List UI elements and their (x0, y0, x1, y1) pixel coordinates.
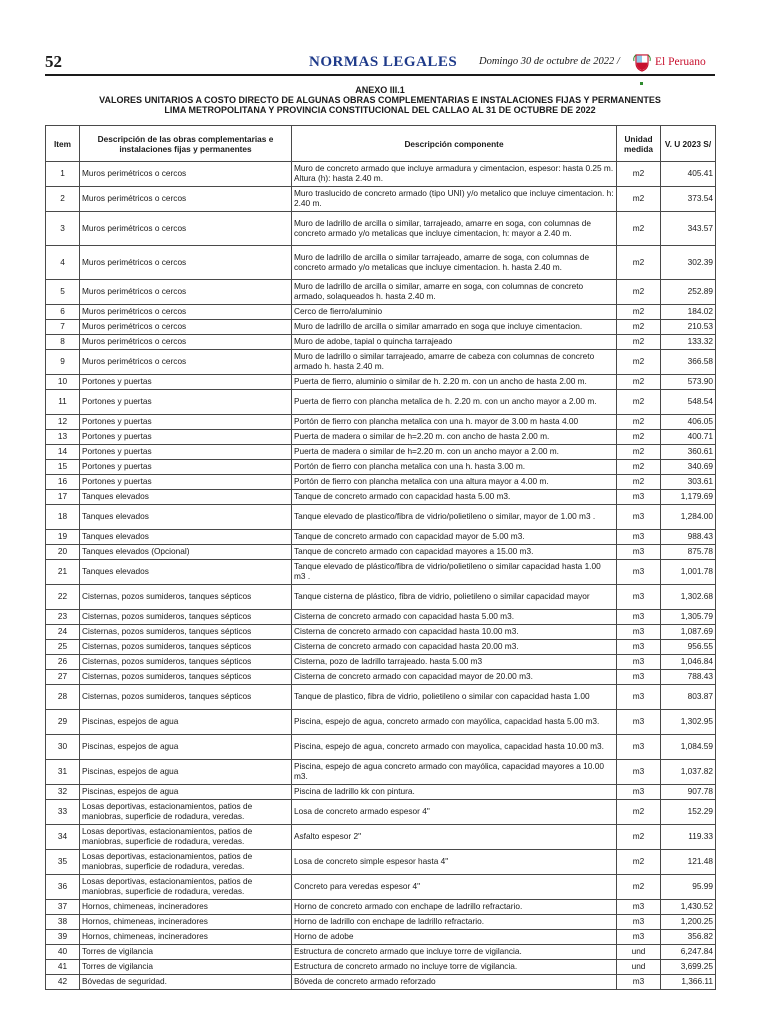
annex-subtitle-1: VALORES UNITARIOS A COSTO DIRECTO DE ALGUNAS OBRAS COMPLEMENTARIAS E INSTALACIONES FIJAS Y PERMANENTES (99, 95, 661, 106)
table-row (46, 850, 716, 875)
cell-item: 27 (46, 670, 80, 685)
cell-item: 1 (46, 162, 80, 187)
table-row (46, 655, 716, 670)
table-body (46, 162, 716, 990)
cell-value: 875.78 (661, 545, 716, 560)
cell-unit: m2 (617, 800, 661, 825)
cell-work: Tanques elevados (Opcional) (80, 545, 292, 560)
cell-work: Tanques elevados (80, 530, 292, 545)
cell-value: 1,302.68 (661, 585, 716, 610)
cell-work: Muros perimétricos o cercos (80, 187, 292, 212)
cell-unit: m3 (617, 505, 661, 530)
cell-unit: m2 (617, 350, 661, 375)
cell-unit: m2 (617, 212, 661, 246)
cell-value: 1,305.79 (661, 610, 716, 625)
cell-description: Piscina, espejo de agua, concreto armado con mayolica, capacidad hasta 10.00 m3. (292, 735, 617, 760)
cell-unit: m2 (617, 875, 661, 900)
cell-work: Muros perimétricos o cercos (80, 246, 292, 280)
cell-description: Tanque cisterna de plástico, fibra de vidrio, polietileno o similar capacidad mayor (292, 585, 617, 610)
cell-description: Tanque de concreto armado con capacidad mayores a 15.00 m3. (292, 545, 617, 560)
cell-item: 15 (46, 460, 80, 475)
cell-work: Portones y puertas (80, 390, 292, 415)
cell-item: 3 (46, 212, 80, 246)
table-row (46, 490, 716, 505)
cell-description: Horno de concreto armado con enchape de ladrillo refractario. (292, 900, 617, 915)
coat-of-arms-icon (633, 52, 651, 72)
cell-value: 133.32 (661, 335, 716, 350)
table-row (46, 187, 716, 212)
cell-work: Torres de vigilancia (80, 960, 292, 975)
table-row (46, 915, 716, 930)
cell-unit: m2 (617, 162, 661, 187)
cell-item: 32 (46, 785, 80, 800)
cell-description: Tanque de plastico, fibra de vidrio, polietileno o similar con capacidad hasta 1.00 (292, 685, 617, 710)
cell-item: 6 (46, 305, 80, 320)
cell-item: 28 (46, 685, 80, 710)
cell-item: 26 (46, 655, 80, 670)
cell-description: Muro de concreto armado que incluye armadura y cimentacion, espesor: hasta 0.25 m. Altura (h): hasta 2.40 m. (292, 162, 617, 187)
cell-value: 573.90 (661, 375, 716, 390)
cell-unit: m3 (617, 560, 661, 585)
col-header-value: V. U 2023 S/ (661, 126, 716, 162)
cell-item: 12 (46, 415, 80, 430)
cell-item: 35 (46, 850, 80, 875)
table-row (46, 375, 716, 390)
cell-description: Piscina, espejo de agua concreto armado con mayólica, capacidad mayores a 10.00 m3. (292, 760, 617, 785)
annex-title: ANEXO III.1 (355, 85, 405, 95)
cell-item: 2 (46, 187, 80, 212)
cell-value: 1,179.69 (661, 490, 716, 505)
cell-work: Cisternas, pozos sumideros, tanques sépticos (80, 610, 292, 625)
cell-item: 34 (46, 825, 80, 850)
table-row (46, 280, 716, 305)
table-row (46, 445, 716, 460)
cell-value: 356.82 (661, 930, 716, 945)
unit-values-table (45, 125, 716, 990)
table-row (46, 640, 716, 655)
cell-work: Muros perimétricos o cercos (80, 305, 292, 320)
cell-work: Cisternas, pozos sumideros, tanques sépticos (80, 625, 292, 640)
cell-work: Piscinas, espejos de agua (80, 785, 292, 800)
table-row (46, 460, 716, 475)
table-row (46, 545, 716, 560)
cell-unit: m2 (617, 445, 661, 460)
col-header-works: Descripción de las obras complementarias e instalaciones fijas y permanentes (80, 126, 292, 162)
cell-description: Tanque de concreto armado con capacidad hasta 5.00 m3. (292, 490, 617, 505)
cell-item: 9 (46, 350, 80, 375)
cell-item: 25 (46, 640, 80, 655)
brand-name: El Peruano (655, 56, 706, 68)
cell-unit: m3 (617, 685, 661, 710)
cell-description: Horno de ladrillo con enchape de ladrillo refractario. (292, 915, 617, 930)
cell-value: 343.57 (661, 212, 716, 246)
cell-work: Piscinas, espejos de agua (80, 735, 292, 760)
table-row (46, 930, 716, 945)
cell-unit: m2 (617, 390, 661, 415)
cell-unit: m2 (617, 280, 661, 305)
cell-value: 303.61 (661, 475, 716, 490)
cell-work: Portones y puertas (80, 415, 292, 430)
cell-work: Cisternas, pozos sumideros, tanques sépticos (80, 655, 292, 670)
table-row (46, 305, 716, 320)
cell-description: Asfalto espesor 2" (292, 825, 617, 850)
cell-unit: m2 (617, 825, 661, 850)
cell-description: Horno de adobe (292, 930, 617, 945)
cell-work: Losas deportivas, estacionamientos, patios de maniobras, superficie de rodadura, veredas. (80, 875, 292, 900)
table-row (46, 390, 716, 415)
cell-work: Portones y puertas (80, 460, 292, 475)
cell-unit: m2 (617, 475, 661, 490)
cell-value: 302.39 (661, 246, 716, 280)
cell-work: Losas deportivas, estacionamientos, patios de maniobras, superficie de rodadura, veredas. (80, 825, 292, 850)
cell-unit: m2 (617, 305, 661, 320)
cell-item: 19 (46, 530, 80, 545)
cell-value: 956.55 (661, 640, 716, 655)
cell-unit: m3 (617, 900, 661, 915)
cell-value: 1,366.11 (661, 975, 716, 990)
cell-item: 10 (46, 375, 80, 390)
cell-value: 803.87 (661, 685, 716, 710)
cell-item: 7 (46, 320, 80, 335)
cell-work: Cisternas, pozos sumideros, tanques sépticos (80, 585, 292, 610)
cell-description: Cisterna de concreto armado con capacidad mayor de 20.00 m3. (292, 670, 617, 685)
masthead (45, 50, 715, 76)
cell-unit: m3 (617, 760, 661, 785)
cell-description: Cisterna, pozo de ladrillo tarrajeado. hasta 5.00 m3 (292, 655, 617, 670)
cell-value: 1,200.25 (661, 915, 716, 930)
cell-value: 1,037.82 (661, 760, 716, 785)
cell-value: 210.53 (661, 320, 716, 335)
cell-item: 22 (46, 585, 80, 610)
cell-description: Muro de ladrillo de arcilla o similar, tarrajeado, amarre en soga, con columnas de concreto armado y/o metalicas que incluye cimentacion, h: mayor a 2.40 m. (292, 212, 617, 246)
cell-work: Portones y puertas (80, 375, 292, 390)
cell-item: 38 (46, 915, 80, 930)
cell-item: 41 (46, 960, 80, 975)
table-row (46, 610, 716, 625)
cell-work: Losas deportivas, estacionamientos, patios de maniobras, superficie de rodadura, veredas. (80, 850, 292, 875)
cell-item: 16 (46, 475, 80, 490)
cell-unit: m2 (617, 460, 661, 475)
table-row (46, 350, 716, 375)
cell-value: 360.61 (661, 445, 716, 460)
cell-unit: m3 (617, 670, 661, 685)
cell-value: 121.48 (661, 850, 716, 875)
cell-value: 184.02 (661, 305, 716, 320)
cell-item: 30 (46, 735, 80, 760)
table-row (46, 945, 716, 960)
table-row (46, 875, 716, 900)
cell-description: Piscina de ladrillo kk con pintura. (292, 785, 617, 800)
col-header-unit: Unidad medida (617, 126, 661, 162)
cell-value: 788.43 (661, 670, 716, 685)
table-row (46, 735, 716, 760)
cell-work: Portones y puertas (80, 475, 292, 490)
table-row (46, 785, 716, 800)
cell-description: Cisterna de concreto armado con capacidad hasta 10.00 m3. (292, 625, 617, 640)
cell-description: Muro de ladrillo o similar tarrajeado, amarre de cabeza con columnas de concreto armado h. hasta 2.40 m. (292, 350, 617, 375)
cell-work: Muros perimétricos o cercos (80, 212, 292, 246)
cell-item: 5 (46, 280, 80, 305)
cell-description: Puerta de madera o similar de h=2.20 m. con ancho de hasta 2.00 m. (292, 430, 617, 445)
cell-unit: m2 (617, 320, 661, 335)
table-row (46, 430, 716, 445)
cell-work: Muros perimétricos o cercos (80, 280, 292, 305)
table-row (46, 320, 716, 335)
table-row (46, 670, 716, 685)
cell-unit: m2 (617, 850, 661, 875)
cell-value: 1,001.78 (661, 560, 716, 585)
cell-description: Muro de ladrillo de arcilla o similar tarrajeado, amarre de soga, con columnas de concreto armado y/o metalicas que incluye cimentacion. h. hasta 2.40 m. (292, 246, 617, 280)
cell-work: Portones y puertas (80, 445, 292, 460)
cell-work: Cisternas, pozos sumideros, tanques sépticos (80, 670, 292, 685)
cell-work: Cisternas, pozos sumideros, tanques sépticos (80, 685, 292, 710)
cell-unit: m2 (617, 246, 661, 280)
cell-description: Cisterna de concreto armado con capacidad hasta 5.00 m3. (292, 610, 617, 625)
cell-work: Losas deportivas, estacionamientos, patios de maniobras, superficie de rodadura, veredas. (80, 800, 292, 825)
cell-description: Puerta de madera o similar de h=2.20 m. con un ancho mayor a 2.00 m. (292, 445, 617, 460)
publication-date: Domingo 30 de octubre de 2022 / (479, 56, 620, 67)
table-row (46, 585, 716, 610)
cell-value: 406.05 (661, 415, 716, 430)
cell-unit: m2 (617, 375, 661, 390)
cell-unit: m3 (617, 930, 661, 945)
cell-description: Muro de ladrillo de arcilla o similar, amarre en soga, con columnas de concreto armado, solaqueados h. hasta 2.40 m. (292, 280, 617, 305)
cell-value: 152.29 (661, 800, 716, 825)
cell-description: Portón de fierro con plancha metalica con una h. mayor de 3.00 m hasta 4.00 (292, 415, 617, 430)
cell-item: 14 (46, 445, 80, 460)
cell-unit: m3 (617, 655, 661, 670)
cell-description: Muro de adobe, tapial o quincha tarrajeado (292, 335, 617, 350)
cell-work: Hornos, chimeneas, incineradores (80, 900, 292, 915)
cell-item: 11 (46, 390, 80, 415)
cell-value: 252.89 (661, 280, 716, 305)
table-row (46, 246, 716, 280)
cell-description: Puerta de fierro, aluminio o similar de h. 2.20 m. con un ancho de hasta 2.00 m. (292, 375, 617, 390)
table-row (46, 825, 716, 850)
cell-item: 17 (46, 490, 80, 505)
table-row (46, 710, 716, 735)
cell-item: 40 (46, 945, 80, 960)
table-row (46, 900, 716, 915)
cell-item: 18 (46, 505, 80, 530)
table-row (46, 415, 716, 430)
cell-work: Torres de vigilancia (80, 945, 292, 960)
cell-unit: m3 (617, 785, 661, 800)
cell-value: 1,430.52 (661, 900, 716, 915)
cell-description: Muro traslucido de concreto armado (tipo UNI) y/o metalico que incluye cimentacion. h: 2.40 m. (292, 187, 617, 212)
cell-value: 1,302.95 (661, 710, 716, 735)
cell-item: 20 (46, 545, 80, 560)
table-row (46, 625, 716, 640)
annex-heading (45, 85, 715, 116)
cell-work: Portones y puertas (80, 430, 292, 445)
table-row (46, 975, 716, 990)
cell-work: Muros perimétricos o cercos (80, 320, 292, 335)
cell-unit: m3 (617, 530, 661, 545)
cell-item: 23 (46, 610, 80, 625)
table-row (46, 800, 716, 825)
page-number: 52 (45, 52, 62, 71)
cell-unit: m3 (617, 545, 661, 560)
cell-value: 366.58 (661, 350, 716, 375)
cell-unit: m3 (617, 625, 661, 640)
cell-work: Tanques elevados (80, 560, 292, 585)
cell-item: 29 (46, 710, 80, 735)
table-row (46, 530, 716, 545)
cell-value: 340.69 (661, 460, 716, 475)
cell-value: 1,284.00 (661, 505, 716, 530)
cell-item: 24 (46, 625, 80, 640)
cell-unit: m3 (617, 610, 661, 625)
cell-description: Tanque elevado de plástico/fibra de vidrio/polietileno o similar capacidad hasta 1.00 m3 . (292, 560, 617, 585)
cell-item: 33 (46, 800, 80, 825)
cell-value: 1,046.84 (661, 655, 716, 670)
col-header-item: Item (46, 126, 80, 162)
cell-work: Muros perimétricos o cercos (80, 335, 292, 350)
cell-item: 36 (46, 875, 80, 900)
cell-work: Hornos, chimeneas, incineradores (80, 915, 292, 930)
cell-description: Piscina, espejo de agua, concreto armado con mayólica, capacidad hasta 5.00 m3. (292, 710, 617, 735)
cell-description: Muro de ladrillo de arcilla o similar amarrado en soga que incluye cimentacion. (292, 320, 617, 335)
cell-item: 13 (46, 430, 80, 445)
cell-description: Cerco de fierro/aluminio (292, 305, 617, 320)
cell-item: 42 (46, 975, 80, 990)
cell-value: 95.99 (661, 875, 716, 900)
cell-value: 373.54 (661, 187, 716, 212)
cell-unit: m2 (617, 187, 661, 212)
cell-value: 119.33 (661, 825, 716, 850)
cell-description: Concreto para veredas espesor 4" (292, 875, 617, 900)
cell-unit: m2 (617, 415, 661, 430)
table-row (46, 960, 716, 975)
cell-unit: m3 (617, 710, 661, 735)
cell-description: Losa de concreto simple espesor hasta 4" (292, 850, 617, 875)
cell-item: 31 (46, 760, 80, 785)
table-row (46, 475, 716, 490)
table-row (46, 560, 716, 585)
cell-work: Tanques elevados (80, 490, 292, 505)
table-row (46, 335, 716, 350)
publication-title: NORMAS LEGALES (309, 54, 458, 70)
cell-unit: m2 (617, 430, 661, 445)
table-header-row (46, 126, 716, 162)
table-row (46, 162, 716, 187)
cell-unit: m2 (617, 335, 661, 350)
cell-value: 3,699.25 (661, 960, 716, 975)
cell-value: 907.78 (661, 785, 716, 800)
cell-value: 1,084.59 (661, 735, 716, 760)
cell-description: Portón de fierro con plancha metalica con una h. hasta 3.00 m. (292, 460, 617, 475)
cell-work: Muros perimétricos o cercos (80, 162, 292, 187)
cell-item: 37 (46, 900, 80, 915)
cell-description: Tanque de concreto armado con capacidad mayor de 5.00 m3. (292, 530, 617, 545)
cell-work: Hornos, chimeneas, incineradores (80, 930, 292, 945)
cell-work: Cisternas, pozos sumideros, tanques sépticos (80, 640, 292, 655)
cell-description: Losa de concreto armado espesor 4" (292, 800, 617, 825)
cell-value: 548.54 (661, 390, 716, 415)
cell-item: 4 (46, 246, 80, 280)
cell-work: Bóvedas de seguridad. (80, 975, 292, 990)
cell-unit: m3 (617, 640, 661, 655)
table-row (46, 505, 716, 530)
cell-description: Portón de fierro con plancha metalica con una altura mayor a 4.00 m. (292, 475, 617, 490)
cell-value: 988.43 (661, 530, 716, 545)
table-row (46, 685, 716, 710)
cell-description: Puerta de fierro con plancha metalica de h. 2.20 m. con un ancho mayor a 2.00 m. (292, 390, 617, 415)
cell-item: 39 (46, 930, 80, 945)
cell-work: Muros perimétricos o cercos (80, 350, 292, 375)
cell-unit: m3 (617, 915, 661, 930)
cell-description: Tanque elevado de plastico/fibra de vidrio/polietileno o similar, mayor de 1.00 m3 . (292, 505, 617, 530)
col-header-component: Descripción componente (292, 126, 617, 162)
cell-work: Piscinas, espejos de agua (80, 760, 292, 785)
cell-unit: m3 (617, 490, 661, 505)
cell-value: 405.41 (661, 162, 716, 187)
cell-unit: und (617, 945, 661, 960)
cell-unit: m3 (617, 585, 661, 610)
cell-value: 1,087.69 (661, 625, 716, 640)
table-row (46, 760, 716, 785)
cell-description: Cisterna de concreto armado con capacidad hasta 20.00 m3. (292, 640, 617, 655)
table-row (46, 212, 716, 246)
cell-unit: m3 (617, 735, 661, 760)
cell-unit: und (617, 960, 661, 975)
cell-work: Piscinas, espejos de agua (80, 710, 292, 735)
annex-subtitle-2: LIMA METROPOLITANA Y PROVINCIA CONSTITUCIONAL DEL CALLAO AL 31 DE OCTUBRE DE 2022 (164, 105, 596, 116)
header-rule (45, 74, 715, 76)
cell-value: 6,247.84 (661, 945, 716, 960)
cell-item: 21 (46, 560, 80, 585)
cell-value: 400.71 (661, 430, 716, 445)
cell-unit: m3 (617, 975, 661, 990)
cell-description: Bóveda de concreto armado reforzado (292, 975, 617, 990)
cell-item: 8 (46, 335, 80, 350)
cell-description: Estructura de concreto armado que incluye torre de vigilancia. (292, 945, 617, 960)
cell-description: Estructura de concreto armado no incluye torre de vigilancia. (292, 960, 617, 975)
cell-work: Tanques elevados (80, 505, 292, 530)
